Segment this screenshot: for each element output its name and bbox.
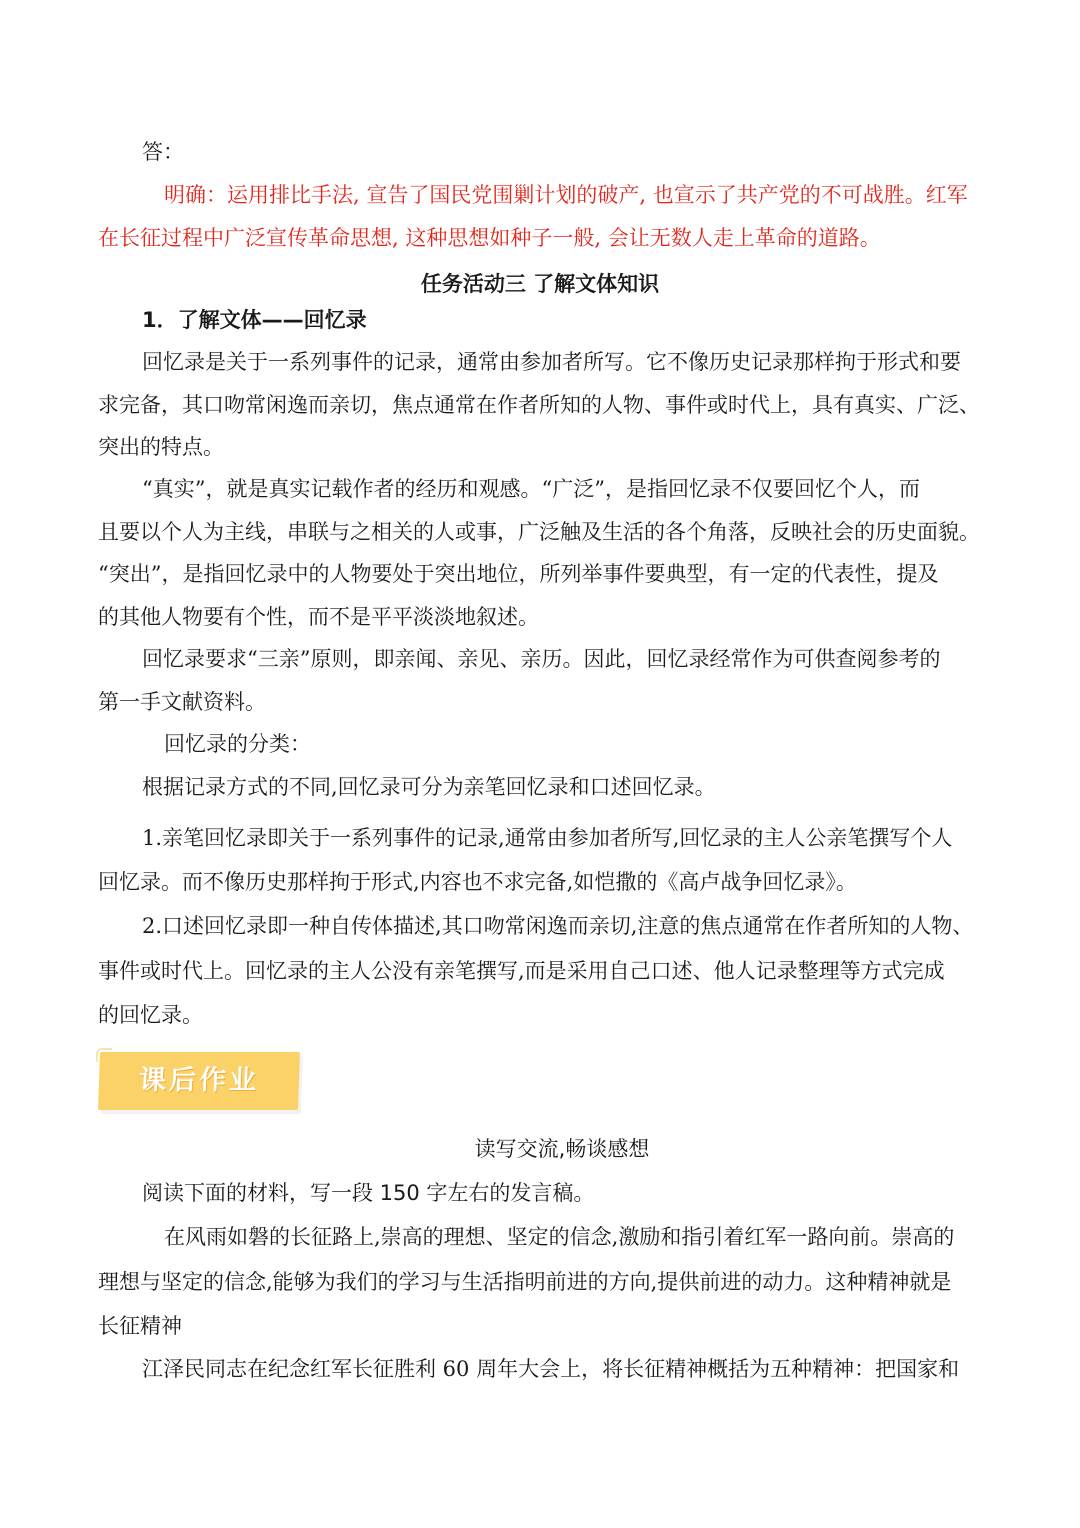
para2-line-1: “真实”，就是真实记载作者的经历和观感。“广泛”，是指回忆录不仅要回忆个人，而 — [142, 477, 920, 501]
material2-line-1: 江泽民同志在纪念红军长征胜利 60 周年大会上，将长征精神概括为五种精神：把国家和 — [142, 1357, 960, 1381]
section-title: 任务活动三 了解文体知识 — [420, 271, 660, 296]
answer-line-1: 明确：运用排比手法, 宣告了国民党围剿计划的破产, 也宣示了共产党的不可战胜。红军 — [164, 183, 968, 207]
homework-banner — [98, 1052, 300, 1110]
subheading: 1．了解文体——回忆录 — [142, 308, 367, 332]
item2-line-1: 2.口述回忆录即一种自传体描述,其口吻常闲逸而亲切,注意的焦点通常在作者所知的人物、 — [142, 914, 974, 938]
material1-line-2: 理想与坚定的信念,能够为我们的学习与生活指明前进的方向,提供前进的动力。这种精神就是 — [98, 1270, 952, 1294]
homework-banner-label: 课后作业 — [138, 1065, 260, 1096]
para1-line-1: 回忆录是关于一系列事件的记录，通常由参加者所写。它不像历史记录那样拘于形式和要 — [142, 350, 961, 374]
item2-line-3: 的回忆录。 — [98, 1003, 203, 1027]
para3-line-2: 第一手文献资料。 — [98, 690, 266, 714]
para2-line-4: 的其他人物要有个性，而不是平平淡淡地叙述。 — [98, 605, 539, 629]
classification-label: 回忆录的分类： — [164, 732, 311, 756]
para2-line-3: “突出”，是指回忆录中的人物要处于突出地位，所列举事件要典型，有一定的代表性，提及 — [98, 562, 939, 586]
para2-line-2: 且要以个人为主线，串联与之相关的人或事，广泛触及生活的各个角落，反映社会的历史面貌。 — [98, 520, 980, 544]
classification-intro: 根据记录方式的不同,回忆录可分为亲笔回忆录和口述回忆录。 — [142, 775, 716, 799]
homework-title: 读写交流,畅谈感想 — [474, 1137, 650, 1161]
homework-prompt: 阅读下面的材料，写一段 150 字左右的发言稿。 — [142, 1181, 595, 1205]
item2-line-2: 事件或时代上。回忆录的主人公没有亲笔撰写,而是采用自己口述、他人记录整理等方式完成 — [98, 959, 945, 983]
item1-line-1: 1.亲笔回忆录即关于一系列事件的记录,通常由参加者所写,回忆录的主人公亲笔撰写个人 — [142, 826, 953, 850]
para1-line-3: 突出的特点。 — [98, 435, 224, 459]
answer-label: 答： — [142, 140, 184, 164]
para3-line-1: 回忆录要求“三亲”原则，即亲闻、亲见、亲历。因此，回忆录经常作为可供查阅参考的 — [142, 647, 941, 671]
material1-line-1: 在风雨如磐的长征路上,崇高的理想、坚定的信念,激励和指引着红军一路向前。崇高的 — [164, 1225, 955, 1249]
item1-line-2: 回忆录。而不像历史那样拘于形式,内容也不求完备,如恺撒的《高卢战争回忆录》。 — [98, 870, 857, 894]
answer-line-2: 在长征过程中广泛宣传革命思想, 这种思想如种子一般, 会让无数人走上革命的道路。 — [98, 226, 881, 250]
material1-line-3: 长征精神 — [98, 1314, 182, 1338]
para1-line-2: 求完备，其口吻常闲逸而亲切，焦点通常在作者所知的人物、事件或时代上，具有真实、广泛、 — [98, 393, 980, 417]
